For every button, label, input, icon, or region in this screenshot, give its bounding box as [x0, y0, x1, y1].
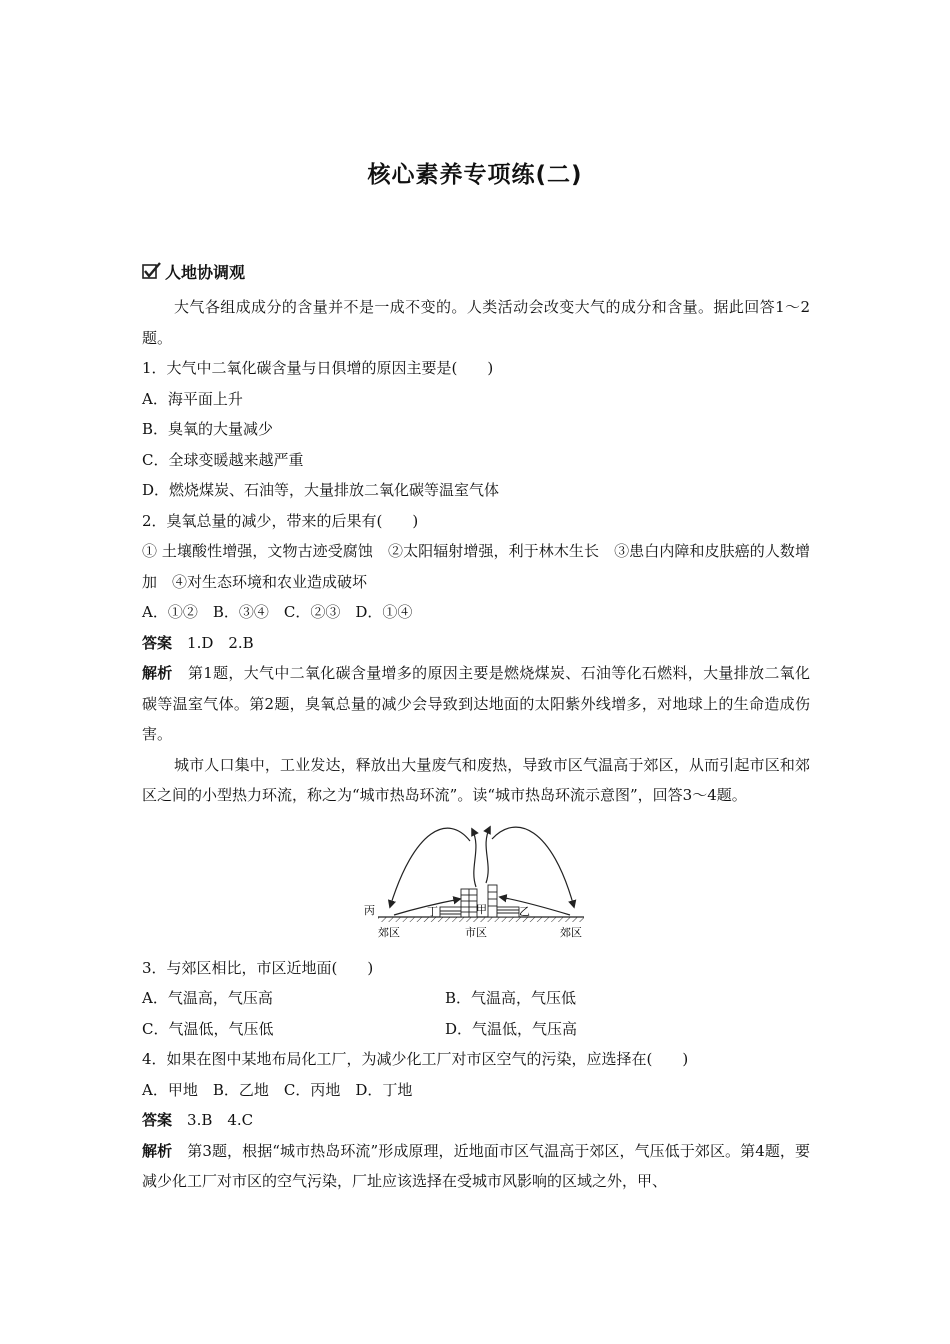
ground-hatch [378, 917, 584, 922]
question-1-stem: 1．大气中二氧化碳含量与日俱增的原因主要是( ) [142, 359, 494, 377]
question-1-option-c: C．全球变暖越来越严重 [142, 450, 304, 469]
answer-text: 1.D 2.B [187, 633, 254, 652]
document-body [142, 292, 810, 1197]
question-4-options: A．甲地 B．乙地 C．丙地 D．丁地 [142, 1080, 413, 1099]
question-3-options-row-1 [142, 983, 810, 1014]
question-2-options: A．①② B．③④ C．②③ D．①④ [142, 603, 413, 621]
question-4-stem: 4．如果在图中某地布局化工厂，为减少化工厂对市区空气的污染，应选择在( ) [142, 1050, 689, 1068]
section-heading [142, 258, 245, 284]
analysis-label: 解析 [142, 664, 173, 682]
question-1-option-b: B．臭氧的大量减少 [142, 420, 274, 438]
analysis-label: 解析 [142, 1141, 173, 1160]
question-3-options-row-2 [142, 1014, 810, 1045]
rising-air-arrow-left [472, 829, 476, 887]
label-bing: 丙 [364, 903, 375, 917]
answer-text: 3.B 4.C [187, 1111, 254, 1129]
intro-paragraph-2: 城市人口集中，工业发达，释放出大量废气和废热，导致市区气温高于郊区，从而引起市区和郊区之间的小型热力环流，称之为“城市热岛环流”。读“城市热岛环流示意图”，回答3～4题。 [142, 755, 810, 804]
section-label: 人地协调观 [165, 262, 246, 282]
heat-island-diagram [364, 819, 594, 947]
answer-label: 答案 [142, 633, 173, 652]
question-1-option-a: A．海平面上升 [142, 389, 243, 408]
label-ding: 丁 [427, 904, 438, 918]
question-2-items: ① 土壤酸性增强，文物古迹受腐蚀 ②太阳辐射增强，利于林木生长 ③患白内障和皮肤癌的人数增加 ④对生态环境和农业造成破坏 [142, 542, 810, 591]
label-jia: 甲 [476, 902, 487, 916]
analysis-block-1 [142, 658, 810, 750]
analysis-block-2 [142, 1136, 810, 1197]
question-3-option-b: B．气温高，气压低 [445, 989, 577, 1007]
label-suburb-right: 郊区 [560, 925, 582, 939]
page-title: 核心素养专项练(二) [367, 162, 583, 188]
question-2-stem: 2．臭氧总量的减少，带来的后果有( ) [142, 511, 419, 530]
label-yi: 乙 [519, 904, 530, 918]
analysis-text: 第1题，大气中二氧化碳含量增多的原因主要是燃烧煤炭、石油等化石燃料，大量排放二氧化碳等温室气体。第2题，臭氧总量的减少会导致到达地面的太阳紫外线增多，对地球上的生命造成伤害。 [142, 664, 810, 743]
label-city: 市区 [465, 925, 487, 939]
intro-paragraph-1: 大气各组成成分的含量并不是一成不变的。人类活动会改变大气的成分和含量。据此回答1～2题。 [142, 298, 810, 347]
question-3-stem: 3．与郊区相比，市区近地面( ) [142, 958, 374, 977]
question-1-option-d: D．燃烧煤炭、石油等，大量排放二氧化碳等温室气体 [142, 481, 500, 499]
label-suburb-left: 郊区 [378, 925, 400, 939]
outflow-arrow-left [390, 828, 470, 907]
question-3-option-c: C．气温低，气压低 [142, 1019, 274, 1038]
question-3-option-a: A．气温高，气压高 [142, 989, 273, 1007]
rising-air-arrow-right [486, 827, 490, 883]
checkbox-checked-icon [142, 262, 162, 280]
answer-block-1 [142, 628, 810, 659]
question-3-option-d: D．气温低，气压高 [445, 1019, 578, 1038]
heat-island-figure [142, 811, 810, 953]
answer-label: 答案 [142, 1111, 173, 1129]
answer-block-2 [142, 1105, 810, 1136]
analysis-text: 第3题，根据“城市热岛环流”形成原理，近地面市区气温高于郊区，气压低于郊区。第4题，要减少化工厂对市区的空气污染，厂址应该选择在受城市风影响的区域之外，甲、 [142, 1141, 810, 1190]
outflow-arrow-right [492, 827, 574, 907]
